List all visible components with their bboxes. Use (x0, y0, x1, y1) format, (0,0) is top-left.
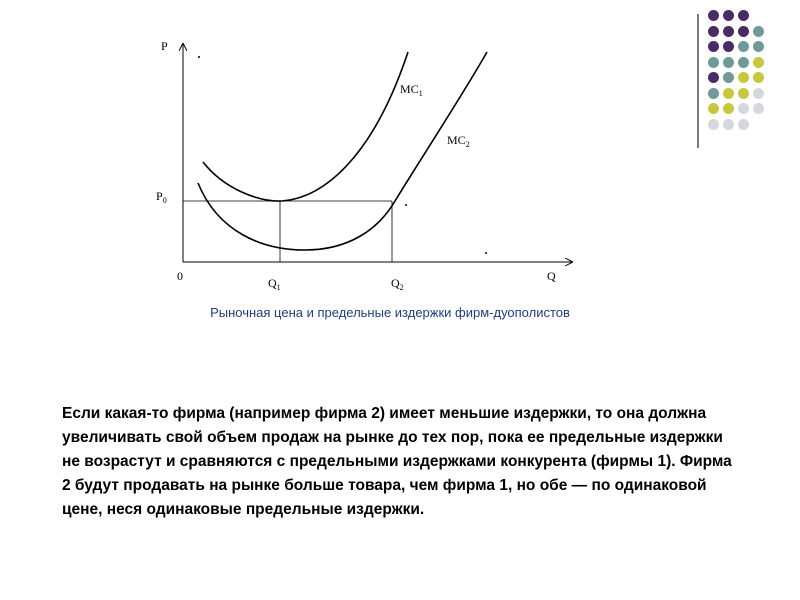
diagram-caption: Рыночная цена и предельные издержки фирм-дуополистов (210, 305, 570, 320)
p0-subscript: 0 (162, 196, 167, 205)
decorative-dot (738, 10, 749, 21)
decorative-dot (723, 119, 734, 130)
decorative-dot (708, 103, 719, 114)
decorative-dot (708, 119, 719, 130)
stray-dot (485, 252, 487, 254)
decorative-dot (753, 103, 764, 114)
q2-subscript: 2 (399, 283, 404, 292)
p0-label: $P_0$ (156, 189, 167, 205)
body-paragraph: Если какая-то фирма (например фирма 2) имеет меньшие издержки, то она должна увеличивать свой объем продаж на рынке до тех пор, пока ее предельные издержки не возрастут и сравняются с предельными издержками конкурента (фирмы 1). Фирма 2 будут продавать на рынке больше товара, чем фирма 1, но обе — по одинаковой цене, неся одинаковые предельные издержки. (62, 405, 732, 518)
decorative-dot (723, 41, 734, 52)
mc1-curve (203, 52, 408, 201)
stray-dot (198, 56, 200, 58)
decorative-dot (708, 26, 719, 37)
decorative-dot (738, 119, 749, 130)
decorative-dot (753, 88, 764, 99)
decorative-dot (738, 103, 749, 114)
decorative-dot (723, 26, 734, 37)
decorative-dot (708, 88, 719, 99)
q2-label: $Q_2$ (391, 276, 404, 292)
mc1-label: $MC_1$ (400, 82, 423, 98)
decorative-dot (753, 72, 764, 83)
decorative-dot (753, 26, 764, 37)
decorative-dot (738, 41, 749, 52)
decorative-dot (708, 72, 719, 83)
decorative-dot (738, 88, 749, 99)
decorative-dot (723, 72, 734, 83)
decorative-dot (723, 103, 734, 114)
q1-subscript: 1 (276, 283, 281, 292)
mc2-label: $MC_2$ (447, 133, 470, 149)
mc2-curve (198, 52, 487, 250)
decorative-dot (723, 57, 734, 68)
decorative-dot (723, 88, 734, 99)
decorative-dot (738, 57, 749, 68)
q-axis-label: Q (547, 269, 556, 283)
decorative-dot (723, 10, 734, 21)
decorative-dot (753, 41, 764, 52)
p-axis-label: P (161, 39, 168, 53)
decorative-dot (753, 57, 764, 68)
decorative-dot (738, 72, 749, 83)
decorative-dot-grid (708, 10, 788, 130)
q1-label: $Q_1$ (268, 276, 281, 292)
origin-label: 0 (177, 269, 183, 283)
mc2-subscript: 2 (465, 140, 470, 149)
mc1-subscript: 1 (418, 89, 423, 98)
stray-dot (405, 204, 407, 206)
decorative-dot (708, 10, 719, 21)
decorative-divider (697, 14, 699, 148)
decorative-dot (708, 41, 719, 52)
decorative-dot (708, 57, 719, 68)
decorative-dot (738, 26, 749, 37)
